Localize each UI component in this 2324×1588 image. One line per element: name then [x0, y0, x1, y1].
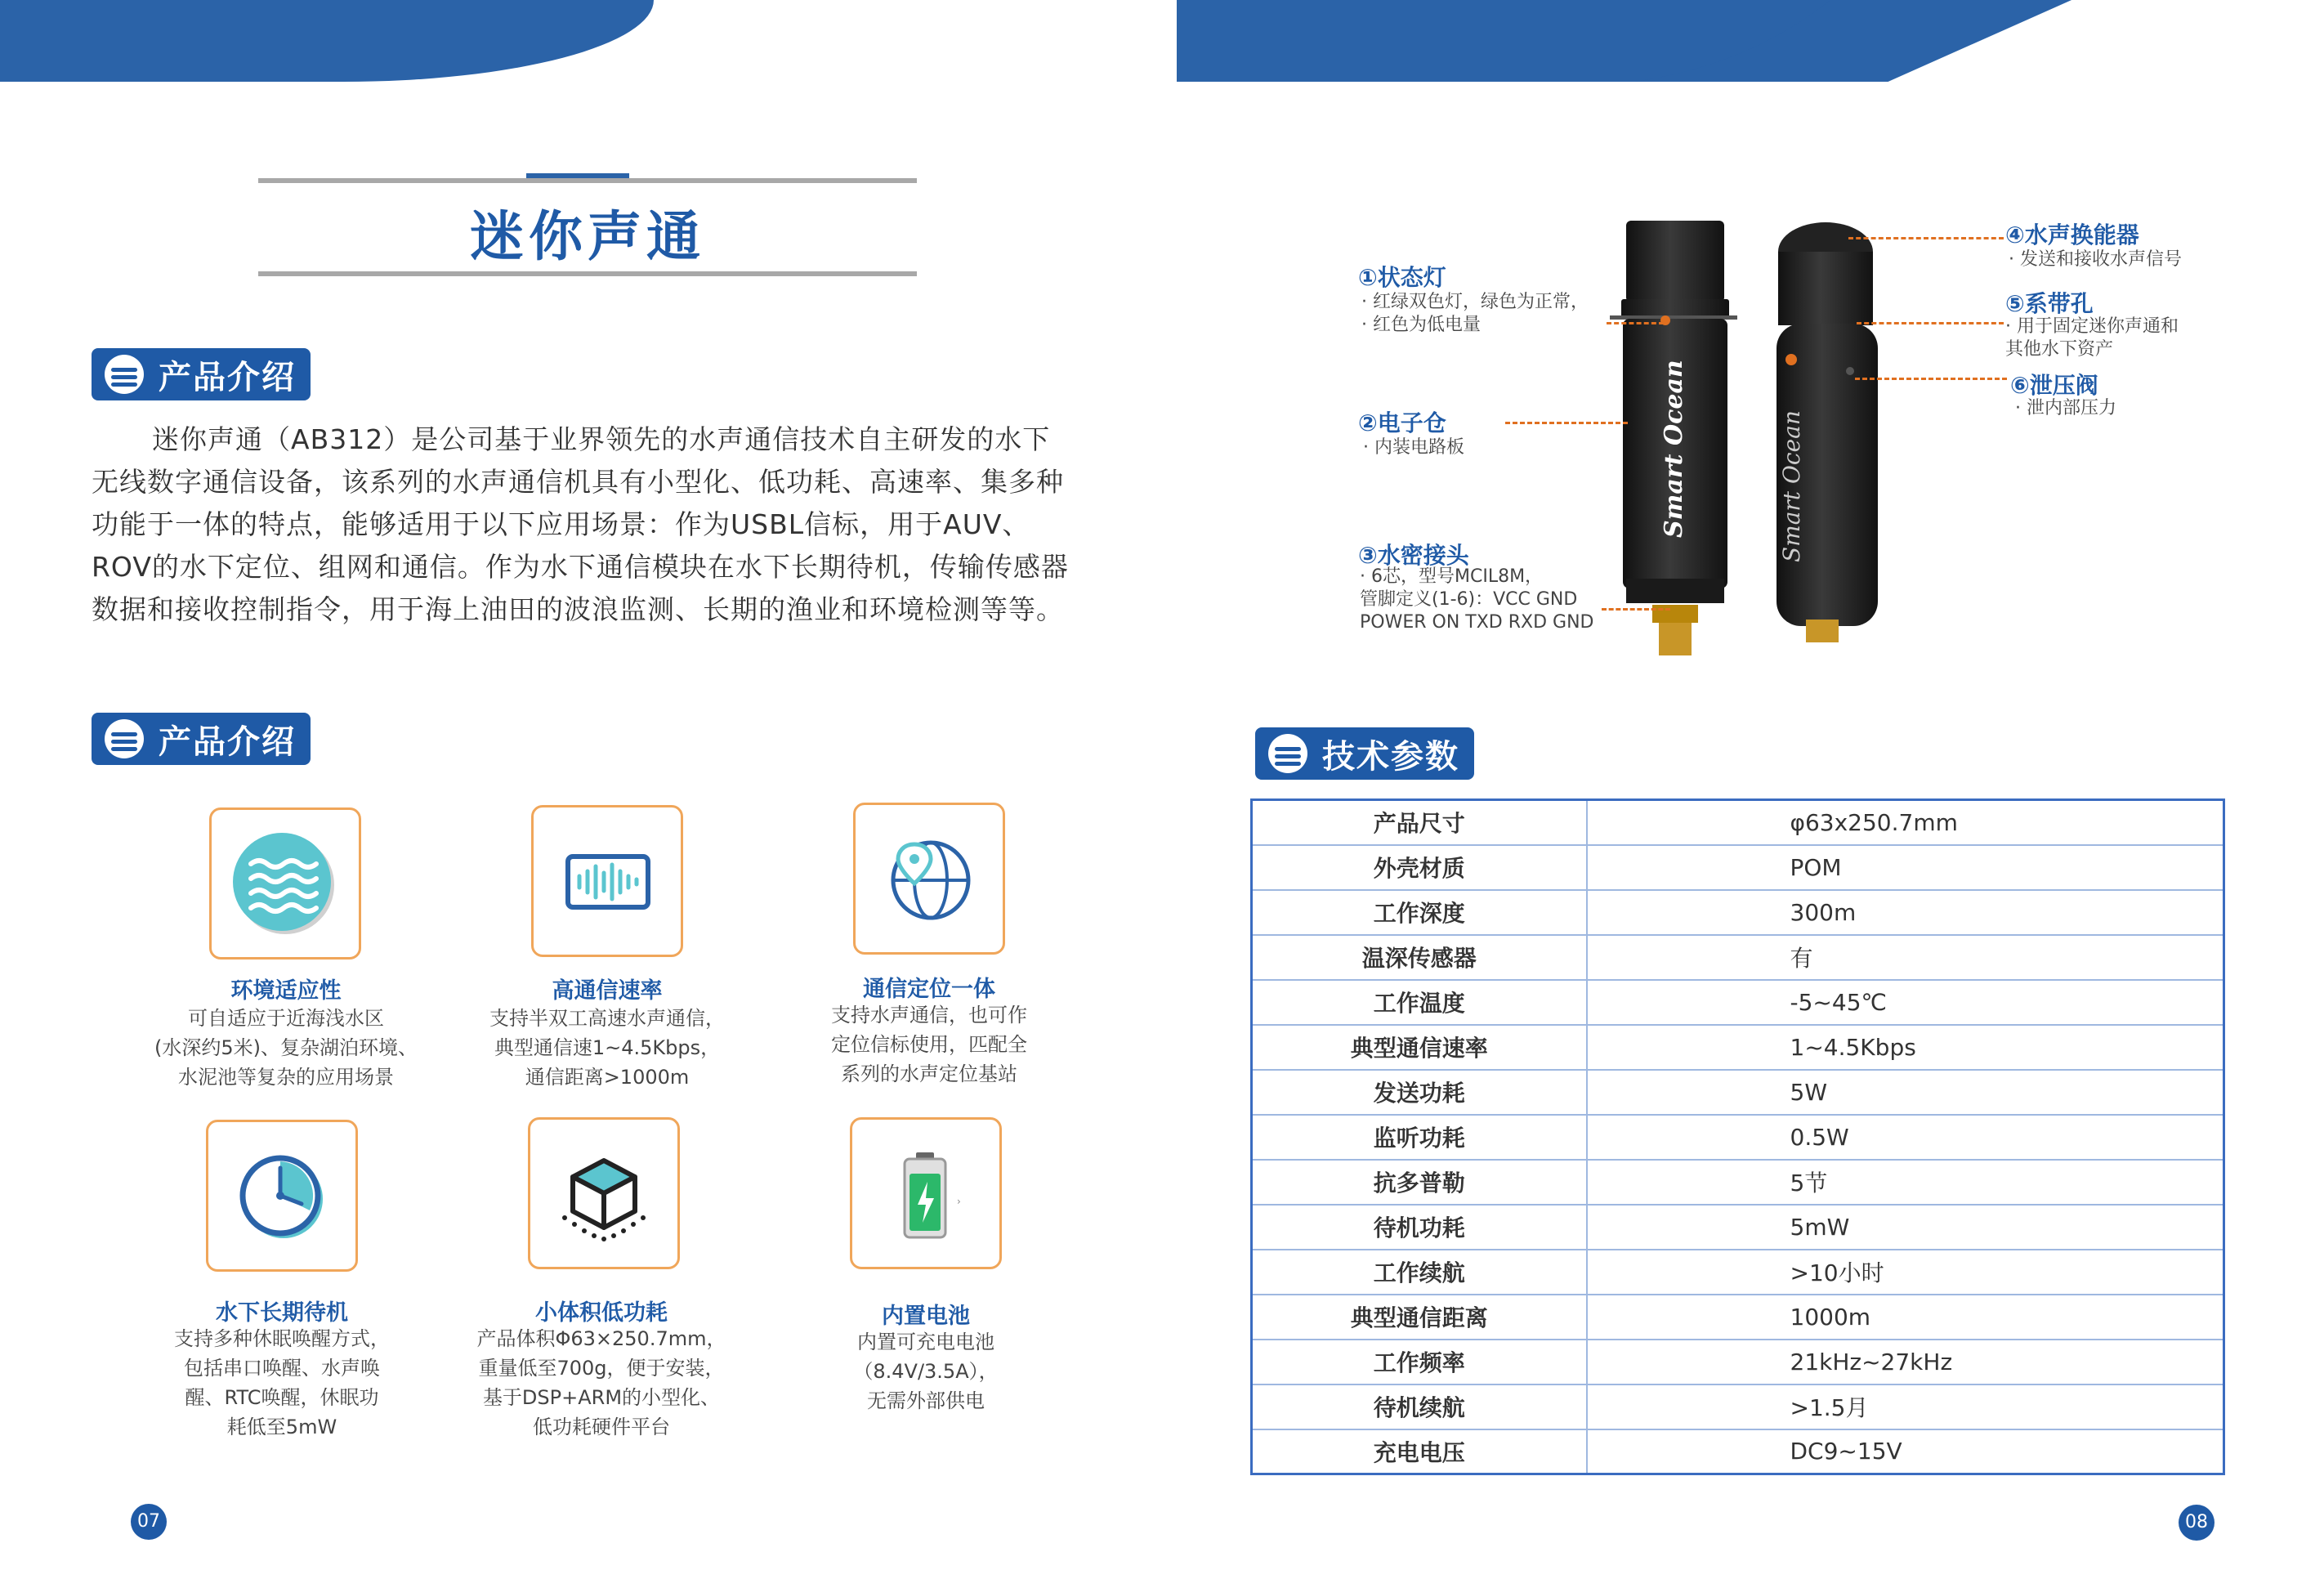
feature-desc-line: 支持水声通信，也可作 — [831, 1004, 1027, 1027]
callout-desc-line: · 用于固定迷你声通和 — [2005, 316, 2179, 337]
spec-name: 典型通信速率 — [1252, 1025, 1587, 1070]
intro-line: ROV的水下定位、组网和通信。作为水下通信模块在水下长期待机，传输传感器 — [92, 551, 1069, 583]
feature-card-battery — [850, 1117, 1002, 1269]
spec-value: -5~45℃ — [1587, 980, 2224, 1025]
spec-name: 工作续航 — [1252, 1250, 1587, 1295]
svg-text:›: › — [957, 1196, 961, 1207]
spec-value: >1.5月 — [1587, 1384, 2224, 1429]
feature-card-size — [528, 1117, 680, 1269]
feature-card-environment — [209, 807, 361, 960]
spec-name: 产品尺寸 — [1252, 800, 1587, 845]
feature-desc-line: 产品体积Φ63×250.7mm， — [476, 1327, 726, 1350]
title-rule-bottom — [258, 271, 917, 276]
feature-desc — [123, 1004, 449, 1092]
feature-desc-line: 定位信标使用，匹配全 — [831, 1033, 1027, 1056]
intro-line: 功能于一体的特点，能够适用于以下应用场景：作为USBL信标，用于AUV、 — [92, 508, 1030, 540]
callout-line — [1848, 237, 2004, 239]
spec-name: 典型通信距离 — [1252, 1295, 1587, 1340]
table-row — [1252, 890, 2224, 935]
callout-lanyard-hole-title: ⑤系带孔 — [2005, 290, 2094, 317]
spec-name: 待机续航 — [1252, 1384, 1587, 1429]
callout-line — [1855, 378, 2007, 380]
section-pill-intro — [92, 348, 311, 400]
feature-title: 水下长期待机 — [216, 1300, 348, 1326]
callout-status-light-title: ①状态灯 — [1358, 264, 1446, 291]
callout-transducer-title: ④水声换能器 — [2005, 221, 2139, 248]
feature-desc — [438, 1324, 765, 1442]
feature-desc-line: (水深约5米)、复杂湖泊环境、 — [154, 1036, 418, 1059]
feature-title: 通信定位一体 — [863, 977, 995, 1002]
spec-name: 监听功耗 — [1252, 1115, 1587, 1160]
table-row — [1252, 1115, 2224, 1160]
feature-desc-line: 包括串口唤醒、水声唤 — [184, 1357, 380, 1380]
table-row — [1252, 1429, 2224, 1474]
spec-value: 0.5W — [1587, 1115, 2224, 1160]
callout-status-light-desc — [1361, 291, 1589, 337]
feature-desc-line: 支持半双工高速水声通信， — [489, 1007, 725, 1030]
soundwave-icon — [534, 807, 681, 955]
callout-desc-line: · 泄内部压力 — [2015, 398, 2116, 418]
callout-line — [1607, 322, 1664, 324]
spec-name: 温深传感器 — [1252, 935, 1587, 980]
waves-icon — [105, 355, 144, 394]
callout-connector-desc — [1360, 566, 1593, 634]
table-row — [1252, 1340, 2224, 1384]
table-row — [1252, 980, 2224, 1025]
callout-desc-line: · 红色为低电量 — [1361, 315, 1481, 335]
section-label: 产品介绍 — [159, 358, 296, 396]
feature-title: 环境适应性 — [230, 978, 342, 1004]
title-rule-top — [258, 178, 917, 183]
cube-icon — [530, 1120, 677, 1267]
feature-desc-line: 耗低至5mW — [226, 1416, 337, 1438]
feature-desc — [766, 1000, 1093, 1089]
spec-value: 5W — [1587, 1070, 2224, 1115]
waves-icon — [212, 810, 359, 957]
callout-electronics-desc — [1363, 436, 1464, 459]
product-brand-text: Smart Ocean — [1778, 410, 1805, 562]
waves-icon — [105, 719, 144, 758]
feature-title: 内置电池 — [882, 1304, 970, 1329]
table-row — [1252, 1070, 2224, 1115]
feature-desc-line: 系列的水声定位基站 — [841, 1062, 1017, 1085]
table-row — [1252, 845, 2224, 890]
feature-desc-line: （8.4V/3.5A）， — [853, 1360, 999, 1383]
section-pill-specs — [1255, 727, 1474, 780]
feature-desc-line: 支持多种休眠唤醒方式， — [174, 1327, 390, 1350]
top-band-right-curve — [1177, 0, 1863, 82]
feature-title: 小体积低功耗 — [535, 1300, 668, 1326]
feature-desc-line: 基于DSP+ARM的小型化、 — [482, 1386, 721, 1409]
battery-icon — [852, 1120, 999, 1267]
table-row — [1252, 1295, 2224, 1340]
spec-name: 外壳材质 — [1252, 845, 1587, 890]
spec-name: 待机功耗 — [1252, 1205, 1587, 1250]
callout-electronics-title: ②电子仓 — [1358, 409, 1446, 436]
spec-value: φ63x250.7mm — [1587, 800, 2224, 845]
callout-line — [1602, 608, 1670, 611]
page-number-left: 07 — [131, 1504, 167, 1540]
table-row — [1252, 1205, 2224, 1250]
table-row — [1252, 1160, 2224, 1205]
callout-lanyard-hole-desc — [2005, 315, 2179, 361]
intro-paragraph — [92, 418, 1113, 631]
callout-relief-valve-desc — [2015, 397, 2116, 420]
callout-desc-line: · 红绿双色灯，绿色为正常， — [1361, 292, 1589, 312]
page-title: 迷你声通 — [470, 205, 705, 268]
table-row — [1252, 1250, 2224, 1295]
table-row — [1252, 800, 2224, 845]
table-row — [1252, 935, 2224, 980]
table-row — [1252, 1384, 2224, 1429]
feature-desc-line: 低功耗硬件平台 — [533, 1416, 670, 1438]
spec-name: 充电电压 — [1252, 1429, 1587, 1474]
feature-desc-line: 通信距离>1000m — [525, 1066, 690, 1089]
spec-value: DC9~15V — [1587, 1429, 2224, 1474]
spec-value: >10小时 — [1587, 1250, 2224, 1295]
spec-value: 1000m — [1587, 1295, 2224, 1340]
feature-desc-line: 醒、RTC唤醒，休眠功 — [185, 1386, 379, 1409]
callout-relief-valve-title: ⑥泄压阀 — [2010, 372, 2098, 399]
spec-table — [1250, 798, 2225, 1475]
callout-line — [1857, 322, 2004, 324]
feature-card-speed — [531, 805, 683, 957]
feature-desc-line: 可自适应于近海浅水区 — [188, 1007, 384, 1030]
callout-desc-line: POWER ON TXD RXD GND — [1360, 612, 1594, 633]
globe-location-icon — [856, 805, 1003, 952]
feature-desc — [444, 1004, 771, 1092]
section-label: 技术参数 — [1322, 737, 1459, 776]
callout-desc-line: 其他水下资产 — [2005, 339, 2114, 360]
feature-desc — [118, 1324, 445, 1442]
feature-desc-line: 重量低至700g，便于安装， — [478, 1357, 725, 1380]
callout-desc-line: 管脚定义(1-6)：VCC GND — [1360, 589, 1578, 610]
spec-value: POM — [1587, 845, 2224, 890]
callout-desc-line: · 内装电路板 — [1363, 437, 1464, 458]
feature-card-standby — [206, 1120, 358, 1272]
spec-value: 5节 — [1587, 1160, 2224, 1205]
page-number-right: 08 — [2179, 1505, 2215, 1541]
callout-desc-line: · 6芯，型号MCIL8M， — [1360, 566, 1544, 587]
spec-name: 抗多普勒 — [1252, 1160, 1587, 1205]
callout-desc-line: · 发送和接收水声信号 — [2009, 249, 2182, 270]
spec-name: 工作深度 — [1252, 890, 1587, 935]
section-pill-features — [92, 713, 311, 765]
section-label: 产品介绍 — [159, 722, 296, 761]
spec-value: 有 — [1587, 935, 2224, 980]
feature-desc-line: 水泥池等复杂的应用场景 — [178, 1066, 394, 1089]
callout-transducer-desc — [2009, 248, 2182, 271]
table-row — [1252, 1025, 2224, 1070]
intro-line: 无线数字通信设备，该系列的水声通信机具有小型化、低功耗、高速率、集多种 — [92, 466, 1064, 498]
spec-value: 21kHz~27kHz — [1587, 1340, 2224, 1384]
feature-desc-line: 典型通信速1~4.5Kbps， — [494, 1036, 721, 1059]
feature-card-positioning — [853, 803, 1005, 955]
callout-line — [1505, 422, 1628, 424]
feature-title: 高通信速率 — [552, 978, 663, 1004]
spec-value: 300m — [1587, 890, 2224, 935]
intro-line: 迷你声通（AB312）是公司基于业界领先的水声通信技术自主研发的水下 — [152, 423, 1051, 455]
top-band-left — [0, 0, 654, 82]
product-brand-text: Smart Ocean — [1660, 360, 1688, 538]
feature-desc-line: 内置可充电电池 — [857, 1331, 994, 1353]
spec-name: 工作温度 — [1252, 980, 1587, 1025]
callout-connector-title: ③水密接头 — [1358, 542, 1469, 569]
feature-desc-line: 无需外部供电 — [867, 1389, 985, 1412]
clock-icon — [208, 1122, 355, 1269]
spec-value: 5mW — [1587, 1205, 2224, 1250]
feature-desc — [762, 1327, 1089, 1416]
spec-name: 发送功耗 — [1252, 1070, 1587, 1115]
waves-icon — [1268, 734, 1307, 773]
intro-line: 数据和接收控制指令，用于海上油田的波浪监测、长期的渔业和环境检测等等。 — [92, 593, 1064, 625]
spec-name: 工作频率 — [1252, 1340, 1587, 1384]
spec-value: 1~4.5Kbps — [1587, 1025, 2224, 1070]
